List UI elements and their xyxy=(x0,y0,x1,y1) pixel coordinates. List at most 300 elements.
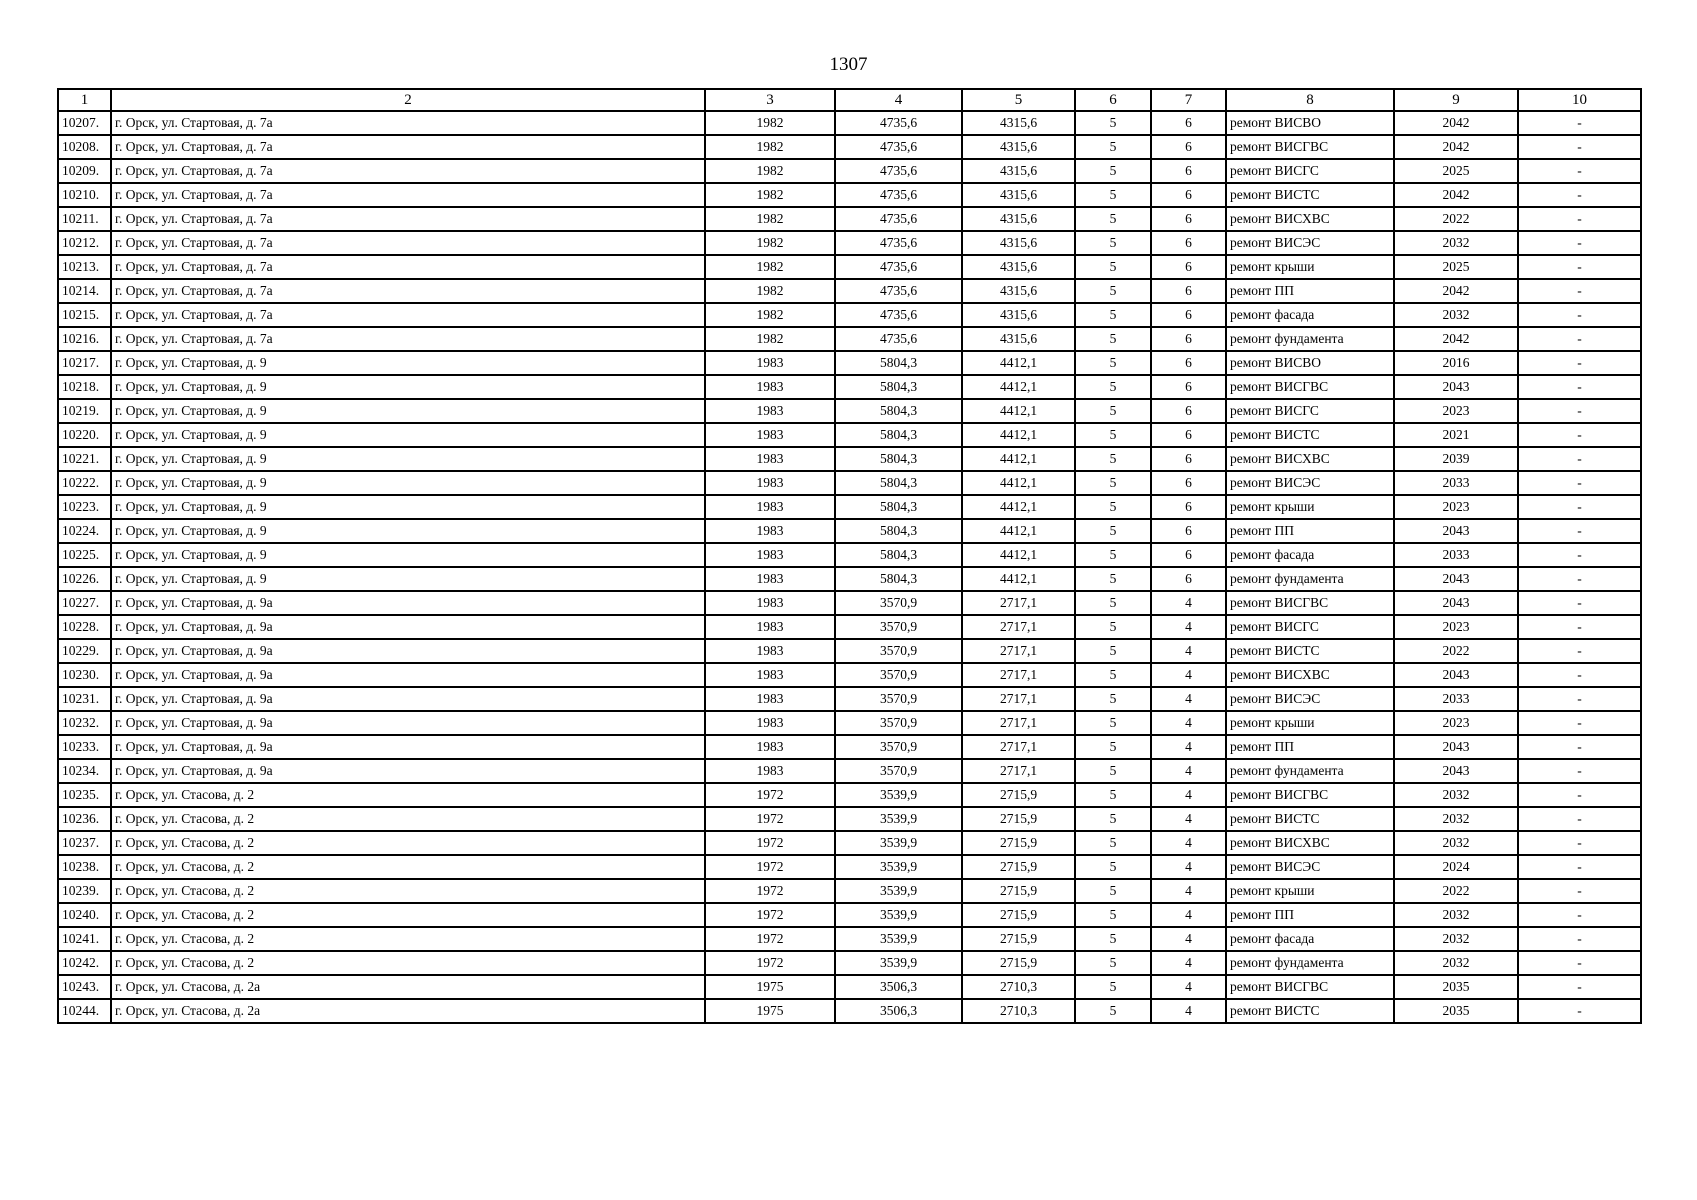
address-cell: г. Орск, ул. Стартовая, д. 9а xyxy=(111,639,705,663)
year-built-cell: 1983 xyxy=(705,399,835,423)
work-type-cell: ремонт ВИСГС xyxy=(1226,399,1394,423)
note-cell: - xyxy=(1518,999,1641,1023)
planned-year-cell: 2042 xyxy=(1394,183,1518,207)
year-built-cell: 1983 xyxy=(705,711,835,735)
planned-year-cell: 2023 xyxy=(1394,495,1518,519)
note-cell: - xyxy=(1518,255,1641,279)
work-type-cell: ремонт ВИСГВС xyxy=(1226,135,1394,159)
total-area-cell: 5804,3 xyxy=(835,375,962,399)
year-built-cell: 1972 xyxy=(705,879,835,903)
year-built-cell: 1972 xyxy=(705,855,835,879)
living-area-cell: 4412,1 xyxy=(962,447,1075,471)
living-area-cell: 4412,1 xyxy=(962,543,1075,567)
note-cell: - xyxy=(1518,927,1641,951)
planned-year-cell: 2042 xyxy=(1394,111,1518,135)
row-number-cell: 10222. xyxy=(58,471,111,495)
entrances-cell: 6 xyxy=(1151,303,1226,327)
entrances-cell: 6 xyxy=(1151,327,1226,351)
planned-year-cell: 2042 xyxy=(1394,327,1518,351)
living-area-cell: 2717,1 xyxy=(962,735,1075,759)
planned-year-cell: 2043 xyxy=(1394,375,1518,399)
year-built-cell: 1983 xyxy=(705,687,835,711)
work-type-cell: ремонт ВИСТС xyxy=(1226,999,1394,1023)
entrances-cell: 6 xyxy=(1151,447,1226,471)
year-built-cell: 1983 xyxy=(705,663,835,687)
row-number-cell: 10233. xyxy=(58,735,111,759)
work-type-cell: ремонт ПП xyxy=(1226,735,1394,759)
work-type-cell: ремонт ПП xyxy=(1226,279,1394,303)
living-area-cell: 4315,6 xyxy=(962,303,1075,327)
entrances-cell: 6 xyxy=(1151,159,1226,183)
year-built-cell: 1983 xyxy=(705,567,835,591)
address-cell: г. Орск, ул. Стасова, д. 2 xyxy=(111,927,705,951)
note-cell: - xyxy=(1518,831,1641,855)
total-area-cell: 4735,6 xyxy=(835,111,962,135)
table-row xyxy=(58,207,1641,231)
row-number-cell: 10240. xyxy=(58,903,111,927)
work-type-cell: ремонт ВИСХВС xyxy=(1226,831,1394,855)
living-area-cell: 2717,1 xyxy=(962,639,1075,663)
total-area-cell: 4735,6 xyxy=(835,183,962,207)
table-row xyxy=(58,135,1641,159)
row-number-cell: 10221. xyxy=(58,447,111,471)
planned-year-cell: 2032 xyxy=(1394,783,1518,807)
living-area-cell: 2715,9 xyxy=(962,927,1075,951)
work-type-cell: ремонт крыши xyxy=(1226,711,1394,735)
living-area-cell: 2717,1 xyxy=(962,687,1075,711)
floors-cell: 5 xyxy=(1075,231,1151,255)
floors-cell: 5 xyxy=(1075,615,1151,639)
table-row xyxy=(58,399,1641,423)
address-cell: г. Орск, ул. Стартовая, д. 7а xyxy=(111,303,705,327)
total-area-cell: 5804,3 xyxy=(835,447,962,471)
row-number-cell: 10218. xyxy=(58,375,111,399)
planned-year-cell: 2022 xyxy=(1394,207,1518,231)
address-cell: г. Орск, ул. Стартовая, д. 7а xyxy=(111,327,705,351)
living-area-cell: 2715,9 xyxy=(962,807,1075,831)
living-area-cell: 2717,1 xyxy=(962,711,1075,735)
work-type-cell: ремонт ВИСТС xyxy=(1226,423,1394,447)
row-number-cell: 10243. xyxy=(58,975,111,999)
table-row xyxy=(58,735,1641,759)
note-cell: - xyxy=(1518,735,1641,759)
year-built-cell: 1982 xyxy=(705,255,835,279)
entrances-cell: 6 xyxy=(1151,231,1226,255)
address-cell: г. Орск, ул. Стартовая, д. 9а xyxy=(111,759,705,783)
floors-cell: 5 xyxy=(1075,495,1151,519)
work-type-cell: ремонт ВИСХВС xyxy=(1226,663,1394,687)
total-area-cell: 3570,9 xyxy=(835,639,962,663)
table-row xyxy=(58,783,1641,807)
year-built-cell: 1983 xyxy=(705,351,835,375)
entrances-cell: 4 xyxy=(1151,807,1226,831)
address-cell: г. Орск, ул. Стартовая, д. 9 xyxy=(111,495,705,519)
table-row xyxy=(58,759,1641,783)
row-number-cell: 10238. xyxy=(58,855,111,879)
living-area-cell: 2715,9 xyxy=(962,855,1075,879)
table-row xyxy=(58,711,1641,735)
year-built-cell: 1975 xyxy=(705,999,835,1023)
note-cell: - xyxy=(1518,687,1641,711)
note-cell: - xyxy=(1518,543,1641,567)
row-number-cell: 10217. xyxy=(58,351,111,375)
entrances-cell: 4 xyxy=(1151,663,1226,687)
row-number-cell: 10230. xyxy=(58,663,111,687)
note-cell: - xyxy=(1518,471,1641,495)
floors-cell: 5 xyxy=(1075,591,1151,615)
table-row xyxy=(58,519,1641,543)
address-cell: г. Орск, ул. Стартовая, д. 9а xyxy=(111,735,705,759)
living-area-cell: 4315,6 xyxy=(962,183,1075,207)
address-cell: г. Орск, ул. Стартовая, д. 9а xyxy=(111,687,705,711)
year-built-cell: 1972 xyxy=(705,807,835,831)
work-type-cell: ремонт фундамента xyxy=(1226,567,1394,591)
row-number-cell: 10220. xyxy=(58,423,111,447)
year-built-cell: 1972 xyxy=(705,927,835,951)
row-number-cell: 10210. xyxy=(58,183,111,207)
total-area-cell: 3570,9 xyxy=(835,591,962,615)
table-row xyxy=(58,111,1641,135)
total-area-cell: 4735,6 xyxy=(835,279,962,303)
address-cell: г. Орск, ул. Стасова, д. 2 xyxy=(111,879,705,903)
table-row xyxy=(58,543,1641,567)
living-area-cell: 4315,6 xyxy=(962,327,1075,351)
planned-year-cell: 2032 xyxy=(1394,927,1518,951)
table-row xyxy=(58,615,1641,639)
row-number-cell: 10237. xyxy=(58,831,111,855)
work-type-cell: ремонт ВИСГВС xyxy=(1226,375,1394,399)
address-cell: г. Орск, ул. Стасова, д. 2 xyxy=(111,831,705,855)
planned-year-cell: 2043 xyxy=(1394,759,1518,783)
total-area-cell: 4735,6 xyxy=(835,303,962,327)
work-type-cell: ремонт ВИСЭС xyxy=(1226,231,1394,255)
address-cell: г. Орск, ул. Стартовая, д. 7а xyxy=(111,183,705,207)
living-area-cell: 4412,1 xyxy=(962,351,1075,375)
floors-cell: 5 xyxy=(1075,687,1151,711)
work-type-cell: ремонт ВИСГВС xyxy=(1226,783,1394,807)
work-type-cell: ремонт крыши xyxy=(1226,255,1394,279)
floors-cell: 5 xyxy=(1075,759,1151,783)
entrances-cell: 4 xyxy=(1151,927,1226,951)
address-cell: г. Орск, ул. Стасова, д. 2 xyxy=(111,903,705,927)
living-area-cell: 2717,1 xyxy=(962,615,1075,639)
living-area-cell: 2715,9 xyxy=(962,951,1075,975)
table-row xyxy=(58,255,1641,279)
total-area-cell: 5804,3 xyxy=(835,399,962,423)
table-row xyxy=(58,663,1641,687)
living-area-cell: 4412,1 xyxy=(962,423,1075,447)
address-cell: г. Орск, ул. Стартовая, д. 9 xyxy=(111,399,705,423)
floors-cell: 5 xyxy=(1075,375,1151,399)
planned-year-cell: 2025 xyxy=(1394,159,1518,183)
entrances-cell: 4 xyxy=(1151,615,1226,639)
note-cell: - xyxy=(1518,783,1641,807)
table-row xyxy=(58,975,1641,999)
note-cell: - xyxy=(1518,135,1641,159)
row-number-cell: 10226. xyxy=(58,567,111,591)
planned-year-cell: 2025 xyxy=(1394,255,1518,279)
table-row xyxy=(58,807,1641,831)
total-area-cell: 3506,3 xyxy=(835,999,962,1023)
floors-cell: 5 xyxy=(1075,951,1151,975)
year-built-cell: 1983 xyxy=(705,639,835,663)
floors-cell: 5 xyxy=(1075,879,1151,903)
repair-schedule-table xyxy=(57,88,1642,1024)
floors-cell: 5 xyxy=(1075,519,1151,543)
total-area-cell: 4735,6 xyxy=(835,255,962,279)
entrances-cell: 6 xyxy=(1151,567,1226,591)
planned-year-cell: 2032 xyxy=(1394,831,1518,855)
table-row xyxy=(58,831,1641,855)
address-cell: г. Орск, ул. Стартовая, д. 9 xyxy=(111,471,705,495)
planned-year-cell: 2021 xyxy=(1394,423,1518,447)
planned-year-cell: 2033 xyxy=(1394,687,1518,711)
note-cell: - xyxy=(1518,399,1641,423)
row-number-cell: 10227. xyxy=(58,591,111,615)
note-cell: - xyxy=(1518,111,1641,135)
year-built-cell: 1982 xyxy=(705,135,835,159)
work-type-cell: ремонт ВИСГВС xyxy=(1226,975,1394,999)
year-built-cell: 1982 xyxy=(705,183,835,207)
row-number-cell: 10223. xyxy=(58,495,111,519)
address-cell: г. Орск, ул. Стартовая, д. 7а xyxy=(111,111,705,135)
row-number-cell: 10244. xyxy=(58,999,111,1023)
address-cell: г. Орск, ул. Стартовая, д. 9 xyxy=(111,447,705,471)
floors-cell: 5 xyxy=(1075,447,1151,471)
address-cell: г. Орск, ул. Стартовая, д. 9 xyxy=(111,351,705,375)
note-cell: - xyxy=(1518,807,1641,831)
year-built-cell: 1983 xyxy=(705,447,835,471)
note-cell: - xyxy=(1518,519,1641,543)
column-header: 7 xyxy=(1151,89,1226,111)
total-area-cell: 5804,3 xyxy=(835,471,962,495)
address-cell: г. Орск, ул. Стасова, д. 2а xyxy=(111,999,705,1023)
floors-cell: 5 xyxy=(1075,639,1151,663)
planned-year-cell: 2043 xyxy=(1394,567,1518,591)
floors-cell: 5 xyxy=(1075,135,1151,159)
note-cell: - xyxy=(1518,447,1641,471)
living-area-cell: 4315,6 xyxy=(962,111,1075,135)
note-cell: - xyxy=(1518,663,1641,687)
table-row xyxy=(58,951,1641,975)
total-area-cell: 3539,9 xyxy=(835,831,962,855)
total-area-cell: 5804,3 xyxy=(835,423,962,447)
year-built-cell: 1983 xyxy=(705,543,835,567)
address-cell: г. Орск, ул. Стартовая, д. 9 xyxy=(111,543,705,567)
floors-cell: 5 xyxy=(1075,807,1151,831)
year-built-cell: 1972 xyxy=(705,783,835,807)
entrances-cell: 4 xyxy=(1151,903,1226,927)
living-area-cell: 4412,1 xyxy=(962,375,1075,399)
planned-year-cell: 2023 xyxy=(1394,711,1518,735)
table-row xyxy=(58,591,1641,615)
total-area-cell: 5804,3 xyxy=(835,567,962,591)
address-cell: г. Орск, ул. Стартовая, д. 7а xyxy=(111,279,705,303)
total-area-cell: 3539,9 xyxy=(835,807,962,831)
column-header: 10 xyxy=(1518,89,1641,111)
note-cell: - xyxy=(1518,879,1641,903)
column-header: 8 xyxy=(1226,89,1394,111)
note-cell: - xyxy=(1518,351,1641,375)
table-row xyxy=(58,879,1641,903)
floors-cell: 5 xyxy=(1075,711,1151,735)
floors-cell: 5 xyxy=(1075,399,1151,423)
table-row xyxy=(58,159,1641,183)
living-area-cell: 4412,1 xyxy=(962,495,1075,519)
row-number-cell: 10242. xyxy=(58,951,111,975)
year-built-cell: 1975 xyxy=(705,975,835,999)
year-built-cell: 1983 xyxy=(705,471,835,495)
page-number: 1307 xyxy=(829,54,868,75)
total-area-cell: 4735,6 xyxy=(835,135,962,159)
entrances-cell: 6 xyxy=(1151,495,1226,519)
row-number-cell: 10225. xyxy=(58,543,111,567)
work-type-cell: ремонт ВИСТС xyxy=(1226,807,1394,831)
table-row xyxy=(58,855,1641,879)
note-cell: - xyxy=(1518,375,1641,399)
note-cell: - xyxy=(1518,591,1641,615)
year-built-cell: 1983 xyxy=(705,591,835,615)
address-cell: г. Орск, ул. Стартовая, д. 9а xyxy=(111,663,705,687)
total-area-cell: 5804,3 xyxy=(835,495,962,519)
planned-year-cell: 2033 xyxy=(1394,543,1518,567)
planned-year-cell: 2023 xyxy=(1394,399,1518,423)
work-type-cell: ремонт ПП xyxy=(1226,903,1394,927)
year-built-cell: 1982 xyxy=(705,327,835,351)
total-area-cell: 5804,3 xyxy=(835,519,962,543)
address-cell: г. Орск, ул. Стасова, д. 2 xyxy=(111,855,705,879)
table-row xyxy=(58,927,1641,951)
row-number-cell: 10207. xyxy=(58,111,111,135)
planned-year-cell: 2035 xyxy=(1394,999,1518,1023)
entrances-cell: 4 xyxy=(1151,639,1226,663)
column-header: 6 xyxy=(1075,89,1151,111)
floors-cell: 5 xyxy=(1075,975,1151,999)
entrances-cell: 4 xyxy=(1151,999,1226,1023)
living-area-cell: 4412,1 xyxy=(962,567,1075,591)
year-built-cell: 1982 xyxy=(705,303,835,327)
total-area-cell: 3570,9 xyxy=(835,759,962,783)
entrances-cell: 4 xyxy=(1151,831,1226,855)
planned-year-cell: 2043 xyxy=(1394,735,1518,759)
row-number-cell: 10216. xyxy=(58,327,111,351)
table-row xyxy=(58,639,1641,663)
table-body xyxy=(58,111,1641,1023)
living-area-cell: 2715,9 xyxy=(962,879,1075,903)
planned-year-cell: 2016 xyxy=(1394,351,1518,375)
address-cell: г. Орск, ул. Стартовая, д. 7а xyxy=(111,255,705,279)
row-number-cell: 10214. xyxy=(58,279,111,303)
row-number-cell: 10241. xyxy=(58,927,111,951)
work-type-cell: ремонт ВИСЭС xyxy=(1226,471,1394,495)
address-cell: г. Орск, ул. Стартовая, д. 7а xyxy=(111,231,705,255)
address-cell: г. Орск, ул. Стартовая, д. 7а xyxy=(111,135,705,159)
living-area-cell: 2717,1 xyxy=(962,759,1075,783)
living-area-cell: 4315,6 xyxy=(962,207,1075,231)
total-area-cell: 3570,9 xyxy=(835,615,962,639)
floors-cell: 5 xyxy=(1075,207,1151,231)
entrances-cell: 4 xyxy=(1151,783,1226,807)
year-built-cell: 1983 xyxy=(705,375,835,399)
year-built-cell: 1972 xyxy=(705,903,835,927)
work-type-cell: ремонт ПП xyxy=(1226,519,1394,543)
work-type-cell: ремонт фасада xyxy=(1226,303,1394,327)
floors-cell: 5 xyxy=(1075,903,1151,927)
entrances-cell: 6 xyxy=(1151,135,1226,159)
total-area-cell: 5804,3 xyxy=(835,351,962,375)
note-cell: - xyxy=(1518,975,1641,999)
year-built-cell: 1982 xyxy=(705,279,835,303)
table-row xyxy=(58,231,1641,255)
address-cell: г. Орск, ул. Стартовая, д. 9а xyxy=(111,615,705,639)
note-cell: - xyxy=(1518,207,1641,231)
note-cell: - xyxy=(1518,759,1641,783)
address-cell: г. Орск, ул. Стасова, д. 2 xyxy=(111,951,705,975)
year-built-cell: 1972 xyxy=(705,831,835,855)
floors-cell: 5 xyxy=(1075,279,1151,303)
total-area-cell: 3570,9 xyxy=(835,687,962,711)
table-row xyxy=(58,327,1641,351)
row-number-cell: 10224. xyxy=(58,519,111,543)
work-type-cell: ремонт крыши xyxy=(1226,495,1394,519)
work-type-cell: ремонт ВИСГС xyxy=(1226,159,1394,183)
address-cell: г. Орск, ул. Стасова, д. 2 xyxy=(111,807,705,831)
entrances-cell: 6 xyxy=(1151,279,1226,303)
planned-year-cell: 2032 xyxy=(1394,807,1518,831)
work-type-cell: ремонт ВИСХВС xyxy=(1226,447,1394,471)
floors-cell: 5 xyxy=(1075,999,1151,1023)
entrances-cell: 6 xyxy=(1151,471,1226,495)
total-area-cell: 3539,9 xyxy=(835,879,962,903)
living-area-cell: 2717,1 xyxy=(962,591,1075,615)
table-row xyxy=(58,423,1641,447)
floors-cell: 5 xyxy=(1075,927,1151,951)
entrances-cell: 6 xyxy=(1151,399,1226,423)
entrances-cell: 4 xyxy=(1151,879,1226,903)
table-row xyxy=(58,687,1641,711)
row-number-cell: 10219. xyxy=(58,399,111,423)
year-built-cell: 1983 xyxy=(705,519,835,543)
planned-year-cell: 2039 xyxy=(1394,447,1518,471)
work-type-cell: ремонт ВИСЭС xyxy=(1226,687,1394,711)
planned-year-cell: 2043 xyxy=(1394,663,1518,687)
table-row xyxy=(58,279,1641,303)
table-row xyxy=(58,567,1641,591)
total-area-cell: 3539,9 xyxy=(835,783,962,807)
row-number-cell: 10229. xyxy=(58,639,111,663)
address-cell: г. Орск, ул. Стасова, д. 2 xyxy=(111,783,705,807)
address-cell: г. Орск, ул. Стартовая, д. 9а xyxy=(111,711,705,735)
work-type-cell: ремонт ВИСТС xyxy=(1226,639,1394,663)
living-area-cell: 4315,6 xyxy=(962,255,1075,279)
total-area-cell: 3539,9 xyxy=(835,951,962,975)
row-number-cell: 10228. xyxy=(58,615,111,639)
planned-year-cell: 2022 xyxy=(1394,879,1518,903)
row-number-cell: 10239. xyxy=(58,879,111,903)
floors-cell: 5 xyxy=(1075,543,1151,567)
column-header: 1 xyxy=(58,89,111,111)
year-built-cell: 1983 xyxy=(705,735,835,759)
column-header: 2 xyxy=(111,89,705,111)
year-built-cell: 1983 xyxy=(705,423,835,447)
year-built-cell: 1983 xyxy=(705,615,835,639)
floors-cell: 5 xyxy=(1075,663,1151,687)
row-number-cell: 10213. xyxy=(58,255,111,279)
address-cell: г. Орск, ул. Стартовая, д. 9а xyxy=(111,591,705,615)
year-built-cell: 1982 xyxy=(705,159,835,183)
note-cell: - xyxy=(1518,903,1641,927)
floors-cell: 5 xyxy=(1075,855,1151,879)
